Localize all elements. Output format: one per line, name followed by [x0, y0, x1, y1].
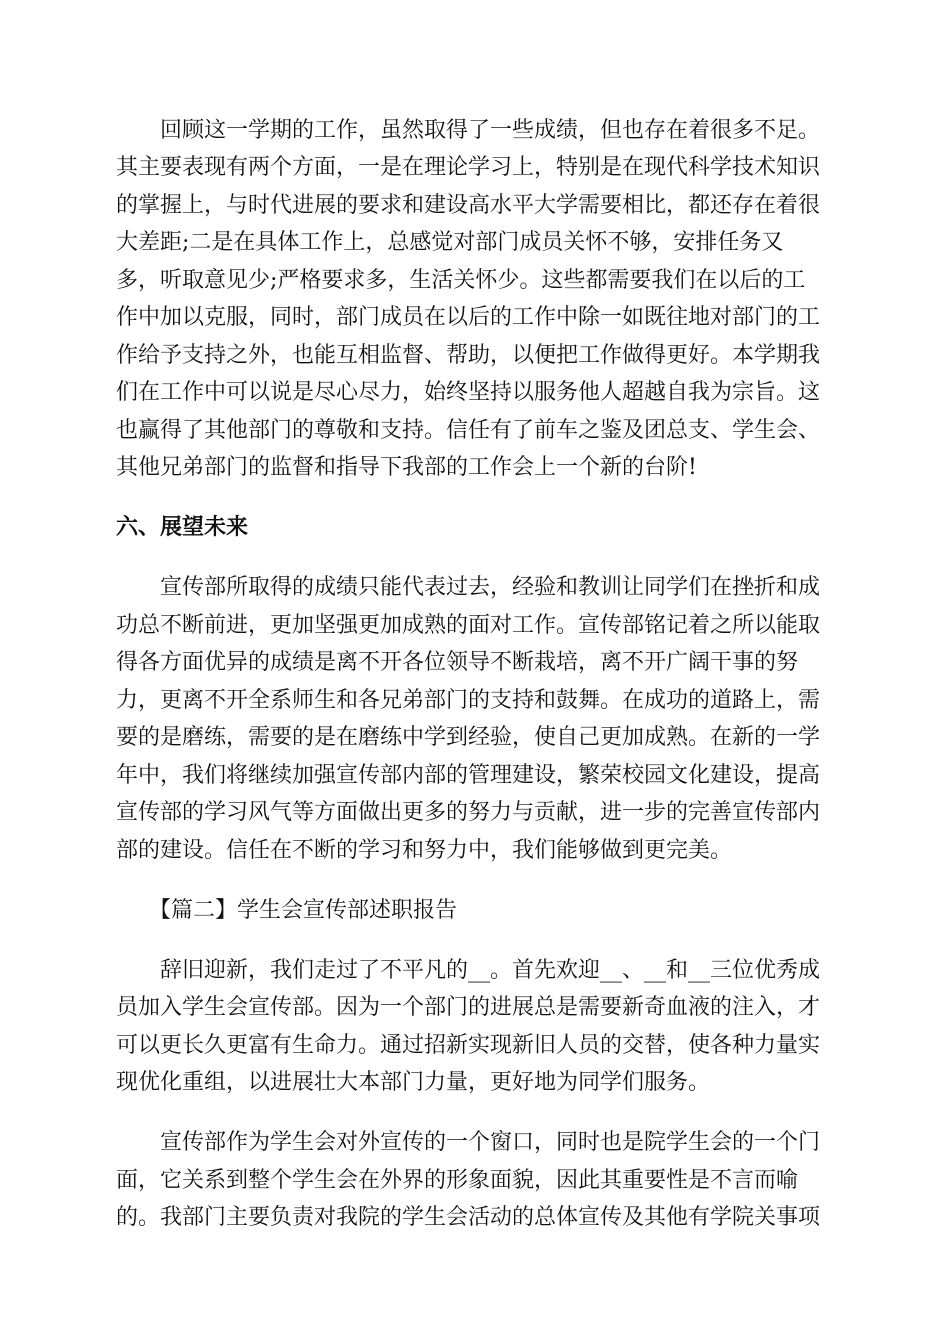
paragraph-line: 其他兄弟部门的监督和指导下我部的工作会上一个新的台阶!	[116, 455, 697, 480]
paragraph-line: 功总不断前进，更加坚强更加成熟的面对工作。宣传部铭记着之所以能取	[116, 613, 821, 638]
paragraph-line: 得各方面优异的成绩是离不开各位领导不断栽培，离不开广阔干事的努	[116, 650, 799, 675]
paragraph-line: 现优化重组，以进展壮大本部门力量，更好地为同学们服务。	[116, 1070, 711, 1095]
paragraph-line: 回顾这一学期的工作，虽然取得了一些成绩，但也存在着很多不足。	[116, 118, 821, 143]
paragraph-line: 员加入学生会宣传部。因为一个部门的进展总是需要新奇血液的注入，才	[116, 995, 821, 1020]
paragraph-line: 要的是磨练，需要的是在磨练中学到经验，使自己更加成熟。在新的一学	[116, 725, 821, 750]
paragraph-line: 们在工作中可以说是尽心尽力，始终坚持以服务他人超越自我为宗旨。这	[116, 380, 821, 405]
paragraph-line: 辞旧迎新，我们走过了不平凡的__。首先欢迎__、__和__三位优秀成	[116, 958, 821, 983]
paragraph-line: 其主要表现有两个方面，一是在理论学习上，特别是在现代科学技术知识	[116, 155, 821, 180]
paragraph-line: 可以更长久更富有生命力。通过招新实现新旧人员的交替，使各种力量实	[116, 1033, 821, 1058]
paragraph-line: 的掌握上，与时代进展的要求和建设高水平大学需要相比，都还存在着很	[116, 193, 821, 218]
paragraph-line: 大差距;二是在具体工作上，总感觉对部门成员关怀不够，安排任务又	[116, 230, 784, 255]
paragraph-line: 宣传部作为学生会对外宣传的一个窗口，同时也是院学生会的一个门	[116, 1130, 821, 1155]
paragraph-line: 作给予支持之外，也能互相监督、帮助，以便把工作做得更好。本学期我	[116, 343, 821, 368]
section-heading: 六、展望未来	[116, 515, 249, 540]
paragraph-line: 面，它关系到整个学生会在外界的形象面貌，因此其重要性是不言而喻	[116, 1168, 799, 1193]
paragraph-line: 作中加以克服，同时，部门成员在以后的工作中除一如既往地对部门的工	[116, 305, 821, 330]
paragraph-line: 的。我部门主要负责对我院的学生会活动的总体宣传及其他有学院关事项	[116, 1205, 821, 1230]
paragraph-line: 部的建设。信任在不断的学习和努力中，我们能够做到更完美。	[116, 838, 733, 863]
paragraph-line: 宣传部所取得的成绩只能代表过去，经验和教训让同学们在挫折和成	[116, 575, 821, 600]
part-title: 【篇二】学生会宣传部述职报告	[116, 898, 458, 923]
paragraph-line: 也赢得了其他部门的尊敬和支持。信任有了前车之鉴及团总支、学生会、	[116, 418, 821, 443]
paragraph-line: 宣传部的学习风气等方面做出更多的努力与贡献，进一步的完善宣传部内	[116, 800, 821, 825]
paragraph-line: 年中，我们将继续加强宣传部内部的管理建设，繁荣校园文化建设，提高	[116, 763, 821, 788]
paragraph-line: 多，听取意见少;严格要求多，生活关怀少。这些都需要我们在以后的工	[116, 268, 806, 293]
paragraph-line: 力，更离不开全系师生和各兄弟部门的支持和鼓舞。在成功的道路上，需	[116, 688, 821, 713]
